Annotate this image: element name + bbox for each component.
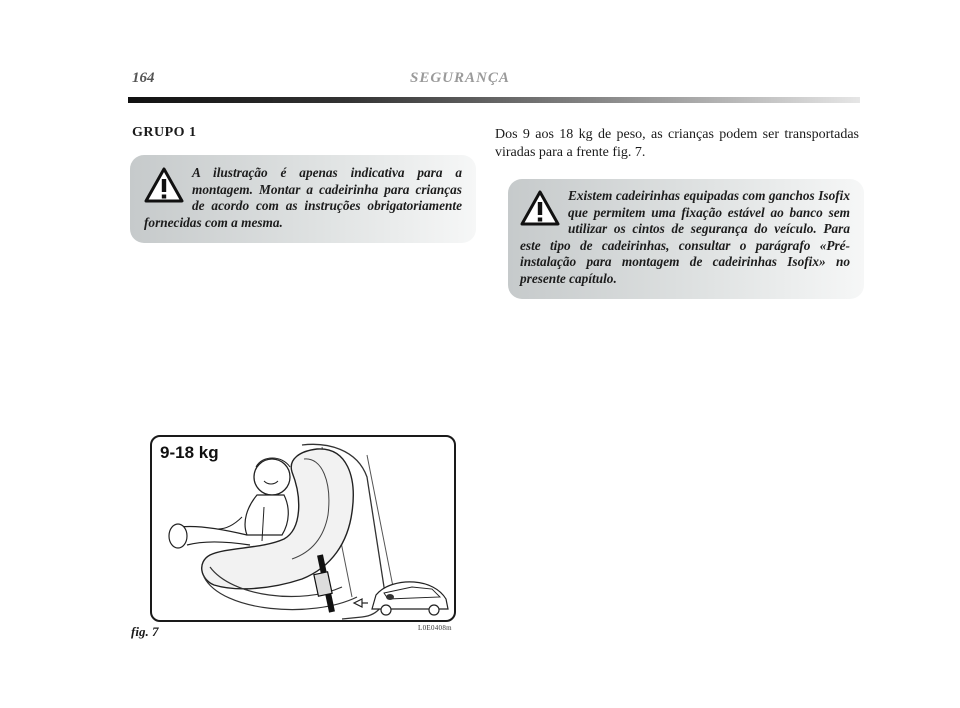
figure-code: L0E0408m (418, 624, 452, 632)
warning-box-illustration (130, 155, 476, 243)
header-rule (128, 97, 860, 103)
warning-triangle-icon (144, 167, 184, 203)
group-heading: GRUPO 1 (132, 125, 197, 140)
section-title: SEGURANÇA (410, 70, 510, 86)
figure-weight-label: 9-18 kg (160, 443, 219, 462)
figure-caption: fig. 7 (131, 624, 159, 639)
warning-text-isofix: Existem cadeirinhas equipadas com ganchos Isofix que permitem uma fixação estável ao banco sem utilizar os cintos de segurança do veículo. Para este tipo de cadeirinhas, consultar o parágrafo «Pré-instalação para montagem de cadeirinhas Isofix» no presente capítulo. (520, 188, 850, 286)
warning-box-isofix (508, 179, 864, 299)
figure-child-seat (150, 435, 456, 622)
body-paragraph: Dos 9 aos 18 kg de peso, as crianças podem ser transportadas viradas para a frente fig. 7. (495, 127, 859, 160)
page-number: 164 (132, 70, 155, 86)
child-seat-illustration (152, 437, 454, 620)
warning-triangle-icon (520, 190, 560, 226)
warning-text-illustration: A ilustração é apenas indicativa para a montagem. Montar a cadeirinha para crianças de acordo com as instruções obrigatoriamente fornecidas com a mesma. (144, 165, 462, 230)
